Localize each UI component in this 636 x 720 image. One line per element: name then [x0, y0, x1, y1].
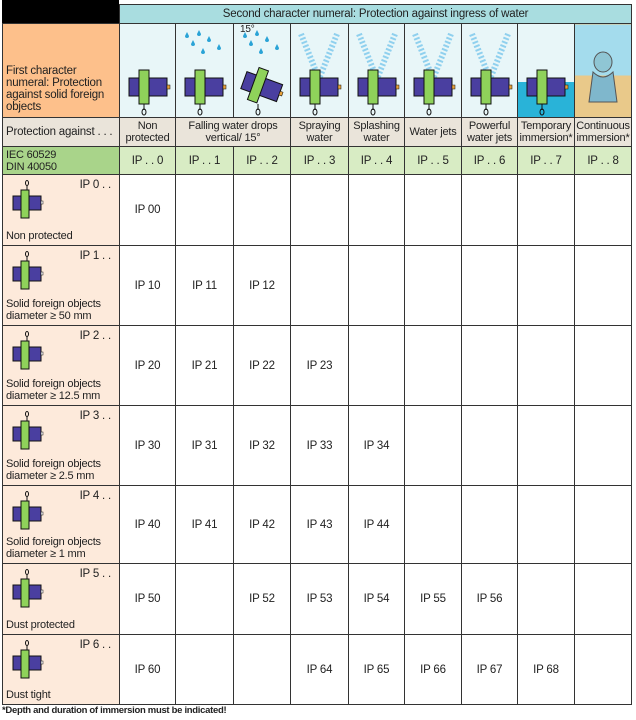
water-drops-icon	[176, 24, 234, 118]
ip-cell: IP 53	[291, 564, 349, 635]
solid-desc: Solid foreign objects	[6, 536, 101, 548]
solid-protection-cell	[3, 486, 120, 564]
water-code: IP . . 3	[291, 147, 349, 175]
ip-cell	[518, 564, 575, 635]
solid-code: IP 2 . .	[79, 330, 111, 342]
ip-cell: IP 56	[462, 564, 518, 635]
ip-cell: IP 21	[176, 326, 234, 406]
water-protection-desc: Temporary immersion*	[518, 118, 575, 147]
water-code: IP . . 6	[462, 147, 518, 175]
water-protection-desc: Falling water drops vertical/ 15°	[176, 118, 291, 147]
ip-cell	[575, 564, 632, 635]
device-icon	[11, 491, 51, 536]
ip-cell	[349, 326, 405, 406]
ip-cell: IP 42	[234, 486, 291, 564]
ip-cell: IP 00	[120, 175, 176, 246]
solid-desc: Dust protected	[6, 619, 75, 631]
solid-code: IP 6 . .	[79, 639, 111, 651]
water-jet-icon	[405, 24, 462, 118]
temporary-immersion-icon	[518, 24, 575, 118]
device-icon	[11, 640, 51, 685]
ip-cell: IP 67	[462, 635, 518, 705]
ip-cell: IP 22	[234, 326, 291, 406]
ip-cell	[575, 326, 632, 406]
table-row	[3, 635, 632, 705]
device-icon	[11, 331, 51, 376]
ip-cell	[234, 635, 291, 705]
ip-cell	[405, 486, 462, 564]
ip-cell: IP 23	[291, 326, 349, 406]
ip-cell	[575, 246, 632, 326]
table-row	[3, 406, 632, 486]
ip-cell	[234, 175, 291, 246]
solid-code: IP 3 . .	[79, 410, 111, 422]
ip-cell	[518, 246, 575, 326]
ip-cell	[575, 486, 632, 564]
ip-cell	[405, 326, 462, 406]
ip-cell	[462, 246, 518, 326]
ip-cell: IP 68	[518, 635, 575, 705]
ip-cell: IP 30	[120, 406, 176, 486]
ip-cell: IP 20	[120, 326, 176, 406]
ip-cell: IP 11	[176, 246, 234, 326]
spray-icon	[291, 24, 349, 118]
solid-code: IP 1 . .	[79, 250, 111, 262]
solid-protection-cell	[3, 246, 120, 326]
ip-cell: IP 33	[291, 406, 349, 486]
ip-cell: IP 66	[405, 635, 462, 705]
water-code: IP . . 1	[176, 147, 234, 175]
ip-cell: IP 40	[120, 486, 176, 564]
water-protection-desc: Spraying water	[291, 118, 349, 147]
ip-cell	[518, 486, 575, 564]
ip-cell: IP 64	[291, 635, 349, 705]
tilted-water-drops-icon	[234, 24, 291, 118]
solid-protection-cell	[3, 175, 120, 246]
solid-protection-cell	[3, 406, 120, 486]
ip-cell	[518, 406, 575, 486]
table-row	[3, 246, 632, 326]
water-code: IP . . 0	[120, 147, 176, 175]
ip-cell: IP 12	[234, 246, 291, 326]
standard-iec: IEC 60529	[6, 148, 57, 161]
water-code: IP . . 5	[405, 147, 462, 175]
ip-cell	[405, 246, 462, 326]
ip-cell: IP 65	[349, 635, 405, 705]
standard-label	[3, 147, 120, 175]
ip-cell: IP 44	[349, 486, 405, 564]
standard-din: DIN 40050	[6, 160, 57, 173]
ip-cell: IP 32	[234, 406, 291, 486]
ip-cell	[575, 635, 632, 705]
water-code: IP . . 2	[234, 147, 291, 175]
ip-cell: IP 10	[120, 246, 176, 326]
table-row	[3, 326, 632, 406]
ip-cell	[291, 246, 349, 326]
ip-cell	[349, 246, 405, 326]
ip-cell: IP 43	[291, 486, 349, 564]
header-title: Second character numeral: Protection against ingress of water	[120, 5, 632, 24]
ip-cell	[575, 406, 632, 486]
table-row	[3, 486, 632, 564]
ip-cell	[349, 175, 405, 246]
water-code: IP . . 7	[518, 147, 575, 175]
splash-icon	[349, 24, 405, 118]
ip-cell	[462, 175, 518, 246]
solid-desc: Solid foreign objects	[6, 378, 101, 390]
solid-desc: Non protected	[6, 230, 73, 242]
ip-cell	[575, 175, 632, 246]
ip-cell	[176, 175, 234, 246]
device-icon	[11, 569, 51, 614]
solid-desc-2: diameter ≥ 50 mm	[6, 310, 92, 322]
water-code: IP . . 4	[349, 147, 405, 175]
ip-cell	[462, 406, 518, 486]
water-code: IP . . 8	[575, 147, 632, 175]
ip-cell: IP 50	[120, 564, 176, 635]
table-row	[3, 564, 632, 635]
device-icon	[11, 251, 51, 296]
water-protection-desc: Continuous immersion*	[575, 118, 632, 147]
solid-desc-2: diameter ≥ 1 mm	[6, 548, 86, 560]
powerful-jet-icon	[462, 24, 518, 118]
ip-cell	[405, 175, 462, 246]
water-protection-desc: Powerful water jets	[462, 118, 518, 147]
ip-cell: IP 52	[234, 564, 291, 635]
solid-code: IP 0 . .	[79, 179, 111, 191]
solid-protection-cell	[3, 326, 120, 406]
ip-cell	[518, 326, 575, 406]
ip-cell	[405, 406, 462, 486]
table-row	[3, 175, 632, 246]
first-char-label: First character numeral: Protection against solid foreign objects	[3, 24, 120, 118]
ip-cell	[176, 635, 234, 705]
solid-desc-2: diameter ≥ 2.5 mm	[6, 470, 95, 482]
water-protection-desc: Non protected	[120, 118, 176, 147]
solid-desc: Solid foreign objects	[6, 458, 101, 470]
ip-cell	[462, 326, 518, 406]
solid-desc: Solid foreign objects	[6, 298, 101, 310]
ip-cell	[518, 175, 575, 246]
solid-desc: Dust tight	[6, 689, 51, 701]
solid-desc-2: diameter ≥ 12.5 mm	[6, 390, 101, 402]
water-protection-desc: Splashing water	[349, 118, 405, 147]
device-icon	[11, 180, 51, 225]
ip-cell	[291, 175, 349, 246]
solid-protection-cell	[3, 564, 120, 635]
ip-cell: IP 60	[120, 635, 176, 705]
ip-cell	[462, 486, 518, 564]
ip-rating-table	[2, 4, 632, 705]
no-water-icon	[120, 24, 176, 118]
ip-cell: IP 34	[349, 406, 405, 486]
ip-cell: IP 31	[176, 406, 234, 486]
solid-protection-cell	[3, 635, 120, 705]
device-icon	[11, 411, 51, 456]
protection-label: Protection against . . .	[3, 118, 120, 147]
water-protection-desc: Water jets	[405, 118, 462, 147]
diver-icon	[575, 24, 632, 118]
ip-cell: IP 41	[176, 486, 234, 564]
ip-cell	[176, 564, 234, 635]
footnote: *Depth and duration of immersion must be indicated!	[2, 705, 227, 716]
ip-cell: IP 55	[405, 564, 462, 635]
solid-code: IP 4 . .	[79, 490, 111, 502]
solid-code: IP 5 . .	[79, 568, 111, 580]
angle-label: 15°	[240, 24, 255, 35]
ip-cell: IP 54	[349, 564, 405, 635]
